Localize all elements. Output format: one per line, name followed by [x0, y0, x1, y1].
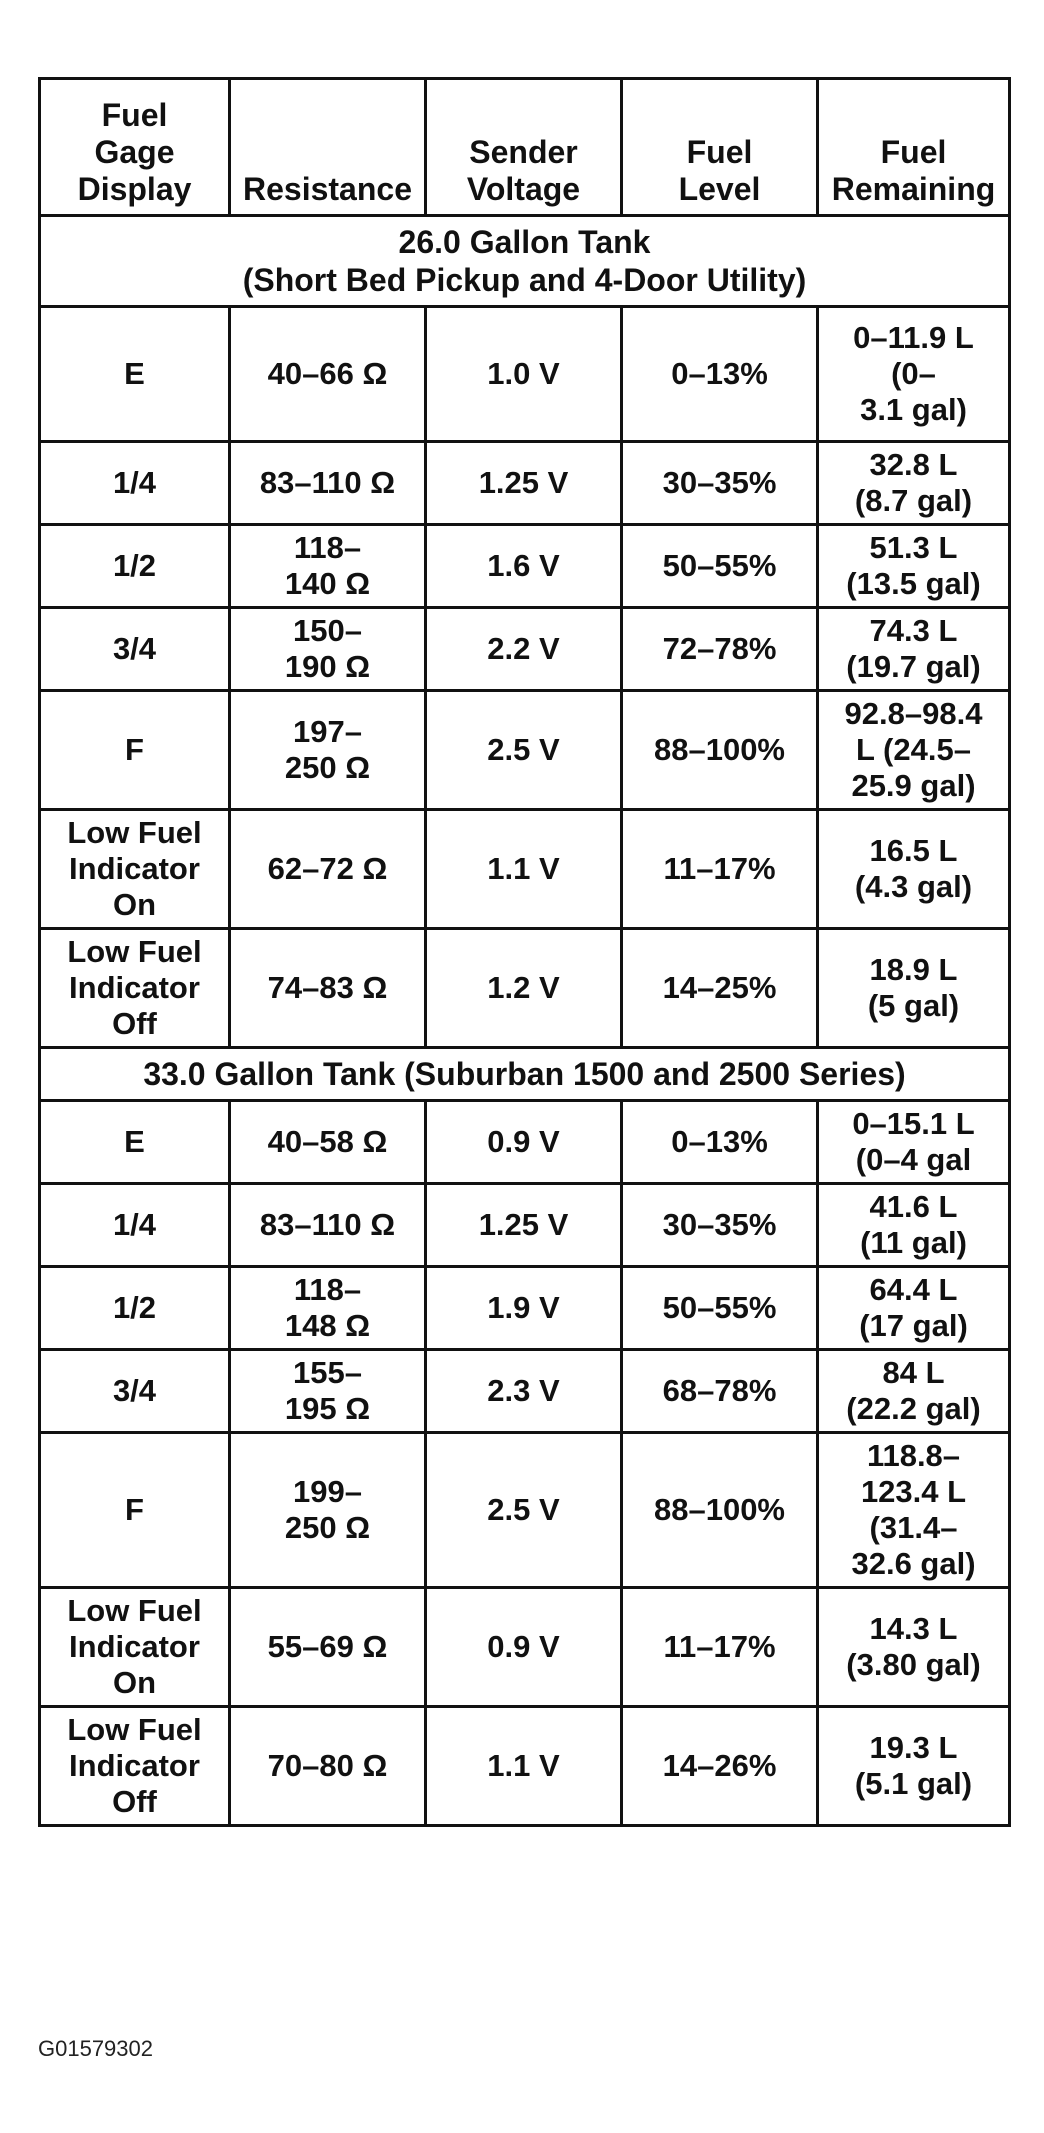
- cell-sender-voltage-text: 2.5 V: [487, 1492, 560, 1527]
- cell-fuel-remaining: [818, 442, 1010, 525]
- cell-fuel-remaining-text: 118.8– 123.4 L (31.4– 32.6 gal): [851, 1438, 976, 1581]
- cell-sender-voltage-text: 0.9 V: [487, 1629, 560, 1664]
- table-row: [40, 1101, 1010, 1184]
- cell-sender-voltage: [426, 1433, 622, 1588]
- cell-fuel-remaining: [818, 1267, 1010, 1350]
- table-row: [40, 1350, 1010, 1433]
- table-row: [40, 442, 1010, 525]
- cell-fuel-level: [622, 608, 818, 691]
- table-row: [40, 691, 1010, 810]
- cell-sender-voltage-text: 1.9 V: [487, 1290, 560, 1325]
- cell-fuel-remaining: [818, 1707, 1010, 1826]
- cell-sender-voltage: [426, 1184, 622, 1267]
- cell-fuel-level-text: 30–35%: [662, 1207, 777, 1242]
- cell-resistance-text: 74–83 Ω: [267, 970, 388, 1005]
- cell-sender-voltage: [426, 608, 622, 691]
- cell-gage-display: [40, 1267, 230, 1350]
- cell-sender-voltage-text: 1.2 V: [487, 970, 560, 1005]
- cell-gage-display: [40, 810, 230, 929]
- fuel-gage-table: [38, 77, 1011, 1827]
- cell-fuel-level: [622, 1433, 818, 1588]
- table-row: [40, 608, 1010, 691]
- header-fuel-level: Fuel Level: [622, 79, 818, 216]
- cell-fuel-level: [622, 810, 818, 929]
- cell-fuel-level: [622, 929, 818, 1048]
- cell-fuel-level-text: 0–13%: [671, 356, 768, 391]
- cell-sender-voltage: [426, 1101, 622, 1184]
- header-sender-voltage: Sender Voltage: [426, 79, 622, 216]
- cell-sender-voltage-text: 1.1 V: [487, 851, 560, 886]
- cell-resistance: [230, 525, 426, 608]
- cell-resistance-text: 70–80 Ω: [267, 1748, 388, 1783]
- cell-resistance-text: 155– 195 Ω: [284, 1355, 371, 1426]
- cell-gage-display: [40, 1184, 230, 1267]
- cell-fuel-remaining-text: 18.9 L (5 gal): [867, 952, 960, 1023]
- cell-resistance-text: 118– 140 Ω: [284, 530, 371, 601]
- table-row: [40, 525, 1010, 608]
- section-title: [40, 1048, 1010, 1101]
- cell-resistance: [230, 1707, 426, 1826]
- cell-fuel-level-text: 88–100%: [653, 1492, 785, 1527]
- cell-gage-display-text: Low Fuel Indicator On: [67, 1593, 202, 1700]
- cell-resistance: [230, 1267, 426, 1350]
- cell-sender-voltage: [426, 307, 622, 442]
- cell-sender-voltage: [426, 1267, 622, 1350]
- cell-fuel-level-text: 72–78%: [662, 631, 777, 666]
- cell-sender-voltage-text: 1.1 V: [487, 1748, 560, 1783]
- cell-resistance-text: 40–66 Ω: [267, 356, 388, 391]
- table-header: [40, 79, 1010, 216]
- cell-gage-display-text: Low Fuel Indicator On: [67, 815, 202, 922]
- cell-fuel-remaining: [818, 525, 1010, 608]
- section-row: [40, 1048, 1010, 1101]
- cell-sender-voltage-text: 2.3 V: [487, 1373, 560, 1408]
- cell-fuel-level: [622, 691, 818, 810]
- cell-resistance-text: 150– 190 Ω: [284, 613, 371, 684]
- cell-resistance-text: 40–58 Ω: [267, 1124, 388, 1159]
- cell-gage-display-text: 1/2: [112, 548, 157, 583]
- cell-fuel-remaining: [818, 608, 1010, 691]
- cell-fuel-level-text: 50–55%: [662, 1290, 777, 1325]
- cell-resistance-text: 83–110 Ω: [259, 465, 396, 500]
- cell-sender-voltage-text: 1.0 V: [487, 356, 560, 391]
- header-fuel-gage-display: Fuel Gage Display: [40, 79, 230, 216]
- cell-sender-voltage: [426, 929, 622, 1048]
- cell-resistance: [230, 691, 426, 810]
- cell-fuel-remaining-text: 64.4 L (17 gal): [859, 1272, 968, 1343]
- cell-fuel-level-text: 88–100%: [653, 732, 785, 767]
- cell-resistance: [230, 929, 426, 1048]
- cell-sender-voltage: [426, 691, 622, 810]
- cell-resistance: [230, 810, 426, 929]
- cell-gage-display-text: Low Fuel Indicator Off: [67, 1712, 202, 1819]
- cell-resistance: [230, 1588, 426, 1707]
- cell-gage-display: [40, 1433, 230, 1588]
- cell-sender-voltage-text: 1.6 V: [487, 548, 560, 583]
- cell-resistance-text: 83–110 Ω: [259, 1207, 396, 1242]
- cell-gage-display: [40, 525, 230, 608]
- table-body: [40, 216, 1010, 1826]
- table-row: [40, 1588, 1010, 1707]
- table-row: [40, 1433, 1010, 1588]
- cell-fuel-level-text: 14–25%: [662, 970, 777, 1005]
- cell-fuel-level: [622, 1184, 818, 1267]
- cell-fuel-level: [622, 525, 818, 608]
- cell-resistance: [230, 1433, 426, 1588]
- cell-fuel-level: [622, 442, 818, 525]
- cell-fuel-level: [622, 1707, 818, 1826]
- cell-gage-display-text: 1/2: [112, 1290, 157, 1325]
- cell-resistance: [230, 1350, 426, 1433]
- cell-fuel-remaining-text: 92.8–98.4 L (24.5– 25.9 gal): [844, 696, 983, 803]
- figure-code: G01579302: [38, 2036, 153, 2061]
- cell-sender-voltage: [426, 1707, 622, 1826]
- table-row: [40, 929, 1010, 1048]
- table-row: [40, 1184, 1010, 1267]
- cell-resistance: [230, 1184, 426, 1267]
- cell-fuel-remaining: [818, 1350, 1010, 1433]
- table-row: [40, 810, 1010, 929]
- cell-fuel-remaining: [818, 929, 1010, 1048]
- table-row: [40, 1707, 1010, 1826]
- cell-gage-display-text: E: [124, 1124, 145, 1159]
- cell-fuel-remaining-text: 51.3 L (13.5 gal): [846, 530, 981, 601]
- cell-gage-display: [40, 608, 230, 691]
- cell-resistance-text: 197– 250 Ω: [284, 714, 371, 785]
- cell-fuel-remaining: [818, 691, 1010, 810]
- cell-fuel-level-text: 11–17%: [663, 1629, 776, 1664]
- cell-resistance: [230, 442, 426, 525]
- cell-fuel-remaining-text: 0–11.9 L (0– 3.1 gal): [853, 320, 974, 427]
- cell-resistance: [230, 307, 426, 442]
- cell-fuel-level-text: 0–13%: [671, 1124, 768, 1159]
- cell-gage-display: [40, 691, 230, 810]
- cell-fuel-level-text: 50–55%: [662, 548, 777, 583]
- cell-fuel-remaining-text: 0–15.1 L (0–4 gal: [852, 1106, 975, 1177]
- cell-sender-voltage: [426, 810, 622, 929]
- cell-gage-display: [40, 1588, 230, 1707]
- cell-resistance-text: 62–72 Ω: [267, 851, 388, 886]
- cell-fuel-level: [622, 307, 818, 442]
- cell-fuel-level: [622, 1267, 818, 1350]
- cell-fuel-remaining-text: 84 L (22.2 gal): [846, 1355, 981, 1426]
- cell-gage-display: [40, 1707, 230, 1826]
- section-title-text: 33.0 Gallon Tank (Suburban 1500 and 2500 Series): [143, 1056, 906, 1092]
- cell-resistance: [230, 1101, 426, 1184]
- cell-fuel-remaining: [818, 1588, 1010, 1707]
- cell-sender-voltage-text: 2.5 V: [487, 732, 560, 767]
- cell-gage-display: [40, 442, 230, 525]
- cell-gage-display: [40, 929, 230, 1048]
- section-row: [40, 216, 1010, 307]
- cell-fuel-level-text: 11–17%: [663, 851, 776, 886]
- cell-fuel-level-text: 68–78%: [662, 1373, 777, 1408]
- table-row: [40, 1267, 1010, 1350]
- section-title-text: 26.0 Gallon Tank (Short Bed Pickup and 4-Door Utility): [242, 224, 807, 298]
- cell-sender-voltage-text: 0.9 V: [487, 1124, 560, 1159]
- cell-gage-display: [40, 307, 230, 442]
- cell-gage-display-text: E: [124, 356, 145, 391]
- cell-fuel-remaining-text: 41.6 L (11 gal): [860, 1189, 967, 1260]
- cell-sender-voltage-text: 2.2 V: [487, 631, 560, 666]
- cell-fuel-remaining: [818, 1184, 1010, 1267]
- cell-sender-voltage: [426, 1588, 622, 1707]
- cell-fuel-remaining: [818, 307, 1010, 442]
- cell-fuel-level: [622, 1588, 818, 1707]
- table-row: [40, 307, 1010, 442]
- cell-fuel-level-text: 14–26%: [662, 1748, 777, 1783]
- cell-gage-display-text: F: [125, 732, 144, 767]
- cell-fuel-remaining-text: 32.8 L (8.7 gal): [854, 447, 973, 518]
- cell-fuel-remaining-text: 16.5 L (4.3 gal): [854, 833, 973, 904]
- cell-fuel-remaining: [818, 1433, 1010, 1588]
- cell-fuel-remaining: [818, 810, 1010, 929]
- cell-gage-display-text: 3/4: [112, 631, 157, 666]
- cell-sender-voltage: [426, 1350, 622, 1433]
- cell-gage-display: [40, 1350, 230, 1433]
- cell-gage-display-text: 1/4: [112, 465, 157, 500]
- header-resistance: Resistance: [230, 79, 426, 216]
- cell-sender-voltage: [426, 525, 622, 608]
- cell-resistance: [230, 608, 426, 691]
- header-fuel-remaining: Fuel Remaining: [818, 79, 1010, 216]
- cell-gage-display-text: F: [125, 1492, 144, 1527]
- header-row: [40, 79, 1010, 216]
- cell-sender-voltage-text: 1.25 V: [478, 465, 569, 500]
- cell-fuel-remaining: [818, 1101, 1010, 1184]
- cell-resistance-text: 55–69 Ω: [267, 1629, 388, 1664]
- section-title: [40, 216, 1010, 307]
- cell-gage-display-text: Low Fuel Indicator Off: [67, 934, 202, 1041]
- cell-sender-voltage-text: 1.25 V: [478, 1207, 569, 1242]
- cell-sender-voltage: [426, 442, 622, 525]
- cell-gage-display: [40, 1101, 230, 1184]
- cell-fuel-remaining-text: 19.3 L (5.1 gal): [854, 1730, 973, 1801]
- cell-fuel-level: [622, 1350, 818, 1433]
- cell-fuel-remaining-text: 14.3 L (3.80 gal): [846, 1611, 981, 1682]
- cell-gage-display-text: 3/4: [112, 1373, 157, 1408]
- cell-fuel-level: [622, 1101, 818, 1184]
- cell-resistance-text: 199– 250 Ω: [284, 1474, 371, 1545]
- cell-fuel-level-text: 30–35%: [662, 465, 777, 500]
- cell-gage-display-text: 1/4: [112, 1207, 157, 1242]
- cell-resistance-text: 118– 148 Ω: [284, 1272, 371, 1343]
- cell-fuel-remaining-text: 74.3 L (19.7 gal): [846, 613, 981, 684]
